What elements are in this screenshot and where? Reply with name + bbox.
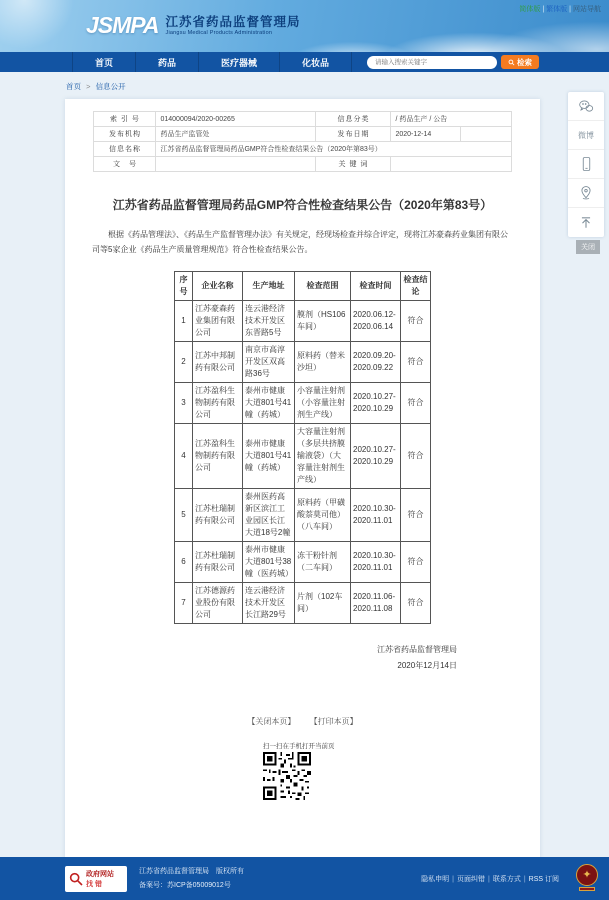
copyright-line: 江苏省药品监督管理局 版权所有 <box>139 867 244 875</box>
footer-links <box>421 874 559 884</box>
meta-date-label: 发布日期 <box>316 127 391 142</box>
wechat-share-button[interactable] <box>568 92 604 121</box>
table-row: 5 江苏杜瑞制药有限公司 泰州医药高新区滨江工业园区长江大道18号2幢 原料药（甲磺酸萘莫司他）（八车间） 2020.10.30-2020.11.01 符合 <box>175 489 431 542</box>
qr-code <box>263 752 311 800</box>
search-input[interactable] <box>367 56 497 69</box>
site-banner <box>0 0 609 52</box>
meta-keyword-value <box>391 157 511 172</box>
site-footer <box>0 857 609 900</box>
qr-section <box>263 741 353 805</box>
main-nav <box>0 52 609 72</box>
nav-item-drugs[interactable]: 药品 <box>136 52 199 72</box>
footer-link-error[interactable]: 页面纠错 <box>457 875 485 883</box>
weibo-label: 微博 <box>578 130 594 140</box>
side-toolbar <box>568 92 604 237</box>
print-page-button[interactable]: 【打印本页】 <box>309 717 358 727</box>
divider: | <box>569 6 571 13</box>
col-seq: 序号 <box>175 272 193 301</box>
divider: | <box>542 6 545 13</box>
article-title: 江苏省药品监督管理局药品GMP符合性检查结果公告（2020年第83号） <box>112 198 493 212</box>
mobile-version-button[interactable] <box>568 150 604 179</box>
meta-docno-label: 文 号 <box>94 157 156 172</box>
close-page-button[interactable]: 【关闭本页】 <box>247 717 296 727</box>
gov-site-emblem[interactable] <box>575 864 599 894</box>
meta-agency-label: 发布机构 <box>94 127 156 142</box>
footer-link-rss[interactable]: RSS 订阅 <box>528 875 559 883</box>
weibo-share-button[interactable] <box>568 121 604 150</box>
col-address: 生产地址 <box>243 272 295 301</box>
gov-error-report-badge[interactable] <box>65 866 127 892</box>
page-actions <box>88 716 517 727</box>
top-links <box>519 4 601 14</box>
col-company: 企业名称 <box>193 272 243 301</box>
table-row: 1 江苏豪森药业集团有限公司 连云港经济技术开发区东晋路5号 膜剂（HS106车间） 2020.06.12-2020.06.14 符合 <box>175 301 431 342</box>
back-to-top-button[interactable] <box>568 208 604 237</box>
table-row: 3 江苏盈科生物制药有限公司 泰州市健康大道801号41幢（药城） 小容量注射剂（小容量注射剂生产线） 2020.10.27-2020.10.29 符合 <box>175 383 431 424</box>
location-button[interactable] <box>568 179 604 208</box>
table-row: 7 江苏德源药业股份有限公司 连云港经济技术开发区长江路29号 片剂（102车间） 2020.11.06-2020.11.08 符合 <box>175 583 431 624</box>
signature-date: 2020年12月14日 <box>397 661 457 671</box>
search-icon <box>508 59 515 66</box>
emblem-ribbon <box>579 887 595 891</box>
back-to-top-icon <box>579 215 593 230</box>
error-report-magnifier-icon <box>68 871 84 887</box>
nav-item-home[interactable]: 首页 <box>72 52 136 72</box>
article-body: 根据《药品管理法》、《药品生产监督管理办法》有关规定，经现场检查并综合评定，现将江苏豪森药业集团有限公司等5家企业《药品生产质量管理规范》符合性检查结果公告。 <box>92 230 508 255</box>
document-meta-table <box>93 111 511 172</box>
meta-category-value: / 药品生产 / 公告 <box>391 112 511 127</box>
wechat-icon <box>578 99 594 113</box>
link-site-navigation[interactable]: 网站导航 <box>573 6 601 13</box>
qr-caption: 扫一扫在手机打开当前页 <box>263 743 335 751</box>
link-traditional[interactable]: 繁体版 <box>546 6 568 13</box>
signature-block <box>88 642 517 674</box>
meta-name-value: 江苏省药品监督管理局药品GMP符合性检查结果公告（2020年第83号） <box>156 142 511 157</box>
breadcrumb-current[interactable]: 信息公开 <box>95 82 126 91</box>
org-name-cn: 江苏省药品监督管理局 <box>165 15 301 29</box>
inspection-results-table <box>174 271 431 624</box>
badge-line2: 找错 <box>86 880 104 888</box>
table-row: 4 江苏盈科生物制药有限公司 泰州市健康大道801号41幢（药城） 大容量注射剂（多层共挤膜输液袋）（大容量注射剂生产线） 2020.10.27-2020.10.29 符合 <box>175 424 431 489</box>
footer-copyright <box>139 865 244 893</box>
breadcrumb-separator: > <box>86 82 91 91</box>
link-simplified[interactable]: 简体版 <box>519 6 541 13</box>
signature-org: 江苏省药品监督管理局 <box>377 645 457 655</box>
toolbar-close-button[interactable]: 关闭 <box>576 240 600 254</box>
footer-link-privacy[interactable]: 隐私申明 <box>421 875 450 883</box>
icp-line: 备案号：苏ICP备05009012号 <box>139 881 231 889</box>
meta-index-label: 索 引 号 <box>94 112 156 127</box>
org-name-en: Jiangsu Medical Products Administration <box>165 30 273 36</box>
nav-item-medical-devices[interactable]: 医疗器械 <box>199 52 280 72</box>
table-header-row <box>175 272 431 301</box>
meta-date-value: 2020-12-14 <box>391 127 461 142</box>
breadcrumb-home[interactable]: 首页 <box>66 82 81 91</box>
logo-acronym: JSMPA <box>86 12 159 38</box>
col-time: 检查时间 <box>351 272 401 301</box>
divider: | <box>488 875 490 883</box>
meta-agency-value: 药品生产监管处 <box>156 127 316 142</box>
meta-docno-value <box>156 157 316 172</box>
meta-keyword-label: 关 键 词 <box>316 157 391 172</box>
content-panel <box>65 99 540 859</box>
nav-item-cosmetics[interactable]: 化妆品 <box>280 52 352 72</box>
meta-name-label: 信息名称 <box>94 142 156 157</box>
location-pin-icon <box>579 185 593 201</box>
breadcrumb <box>0 72 609 99</box>
site-logo[interactable] <box>86 12 301 39</box>
emblem-icon: ✦ <box>576 864 598 886</box>
mobile-phone-icon <box>580 156 593 172</box>
col-result: 检查结论 <box>401 272 431 301</box>
divider: | <box>452 875 454 883</box>
badge-line1: 政府网站 <box>86 870 114 878</box>
divider: | <box>523 875 526 883</box>
footer-link-contact[interactable]: 联系方式 <box>492 875 521 883</box>
col-scope: 检查范围 <box>295 272 351 301</box>
table-row: 6 江苏杜瑞制药有限公司 泰州市健康大道801号38幢（医药城） 冻干粉针剂（二车间） 2020.10.30-2020.11.01 符合 <box>175 542 431 583</box>
meta-index-value: 014000094/2020-00265 <box>156 112 316 127</box>
search-button[interactable]: 检索 <box>501 55 539 69</box>
meta-category-label: 信息分类 <box>316 112 391 127</box>
table-row: 2 江苏中邦制药有限公司 南京市高淳开发区双高路36号 原料药（替米沙坦） 2020.09.20-2020.09.22 符合 <box>175 342 431 383</box>
meta-date-spacer <box>461 127 511 142</box>
